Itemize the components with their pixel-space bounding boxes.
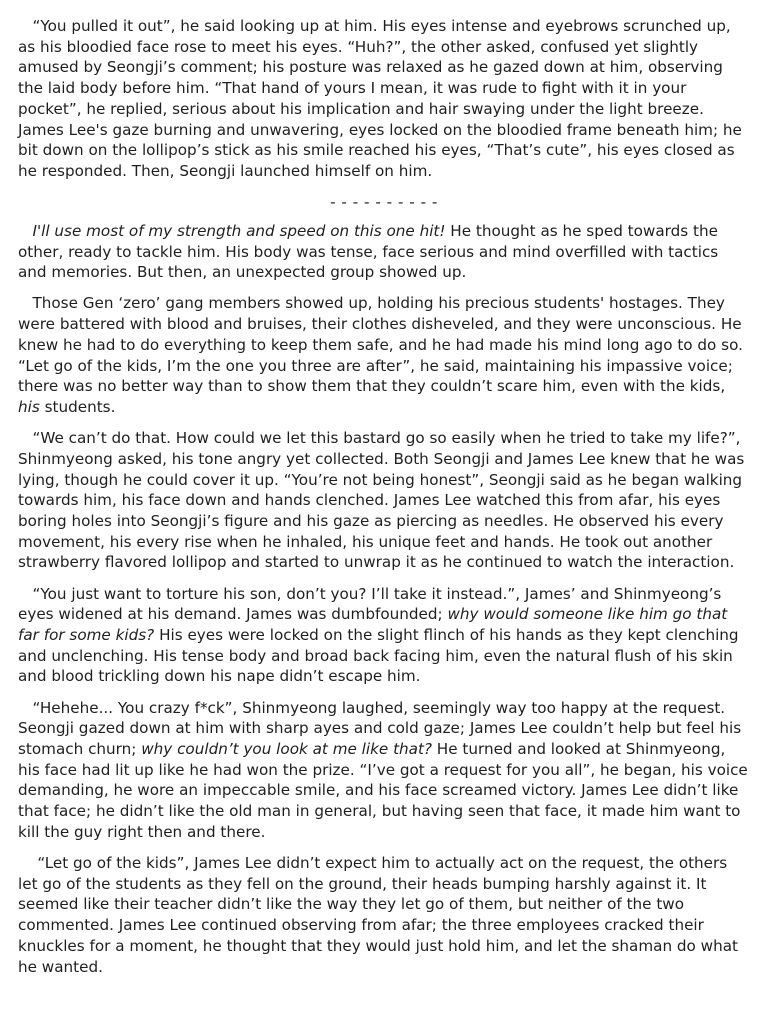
paragraph-indent: [18, 585, 32, 603]
paragraph-text: He turned and looked at Shinmyeong, his face had lit up like he had won the prize. “I’ve got a request for you all”, he began, his voice demanding, he wore an impeccable smile, and his face screamed victory. James Lee didn’t like that face; he didn’t like the old man in general, but having seen that face, it made him want to kill the guy right then and there.: [18, 740, 748, 841]
paragraph-2: [18, 221, 750, 283]
paragraph-4: [18, 428, 750, 573]
section-divider: - - - - - - - - - -: [330, 193, 438, 212]
paragraph-indent: [18, 17, 32, 35]
italic-thought: why couldn’t you look at me like that?: [141, 740, 432, 758]
paragraph-indent: [18, 222, 32, 240]
paragraph-text: “We can’t do that. How could we let this bastard go so easily when he tried to take my life?”, Shinmyeong asked, his tone angry yet collected. Both Seongji and James Lee knew that he was lying, though he could cover it up. “You’re not being honest”, Seongji said as he began walking towards him, his face down and hands clenched. James Lee watched this from afar, his eyes boring holes into Seongji’s figure and his gaze as piercing as needles. He observed his every movement, his every rise when he inhaled, his unique feet and hands. He took out another strawberry flavored lollipop and started to unwrap it as he continued to watch the interaction.: [18, 429, 745, 572]
paragraph-6: [18, 698, 750, 843]
paragraph-7: [18, 853, 750, 977]
italic-thought: why would someone like him go that far for some kids?: [18, 605, 728, 644]
paragraph-text: His eyes were locked on the slight flinch of his hands as they kept clenching and unclenching. His tense body and broad back facing him, even the natural flush of his skin and blood trickling down his nape didn’t escape him.: [18, 625, 739, 686]
paragraph-text: “Hehehe... You crazy f*ck”, Shinmyeong laughed, seemingly way too happy at the request. Seongji gazed down at him with sharp ayes and cold gaze; James Lee couldn’t help but feel his stomach churn;: [18, 698, 742, 758]
paragraph-indent: [18, 429, 32, 447]
paragraph-indent: [18, 294, 32, 312]
paragraph-text: “Let go of the kids”, James Lee didn’t expect him to actually act on the request, the others let go of the students as they fell on the ground, their heads bumping harshly against it. It seemed like their teacher didn’t like the way they let go of them, but neither of the two commented. James Lee continued observing from afar; the three employees cracked their knuckles for a moment, he thought that they would just hold him, and let the shaman do what he wanted.: [18, 854, 738, 976]
italic-thought: I'll use most of my strength and speed on this one hit!: [32, 221, 446, 240]
paragraph-indent: [18, 854, 37, 872]
paragraph-3: [18, 293, 750, 417]
paragraph-5: [18, 584, 750, 688]
paragraph-indent: [18, 699, 32, 717]
paragraph-text: “You just want to torture his son, don’t you? I’ll take it instead.”, James’ and Shinmyeong’s eyes widened at his demand. James was dumbfounded;: [18, 584, 722, 624]
paragraph-text: students.: [39, 397, 116, 416]
paragraph-text: He thought as he sped towards the other, ready to tackle him. His body was tense, face serious and mind overfilled with tactics and memories. But then, an unexpected group showed up.: [18, 221, 719, 282]
paragraph-text: Those Gen ‘zero’ gang members showed up, holding his precious students' hostages. They were battered with blood and bruises, their clothes disheveled, and they were unconscious. He knew he had to do everything to keep them safe, and he had made his mind long ago to do so. “Let go of the kids, I’m the one you three are after”, he said, maintaining his impassive voice; there was no better way than to show them that they couldn’t scare him, even with the kids,: [18, 294, 743, 396]
paragraph-1: [18, 16, 750, 182]
paragraph-text: “You pulled it out”, he said looking up at him. His eyes intense and eyebrows scrunched up, as his bloodied face rose to meet his eyes. “Huh?”, the other asked, confused yet slightly amused by Seongji’s comment; his posture was relaxed as he gazed down at him, observing the laid body before him. “That hand of yours I mean, it was rude to fight with it in your pocket”, he replied, serious about his implication and hair swaying under the light breeze. James Lee's gaze burning and unwavering, eyes locked on the bloodied frame beneath him; he bit down on the lollipop’s stick as his smile reached his eyes, “That’s cute”, his eyes closed as he responded. Then, Seongji launched himself on him.: [18, 17, 742, 180]
italic-emphasis: his: [18, 397, 40, 416]
